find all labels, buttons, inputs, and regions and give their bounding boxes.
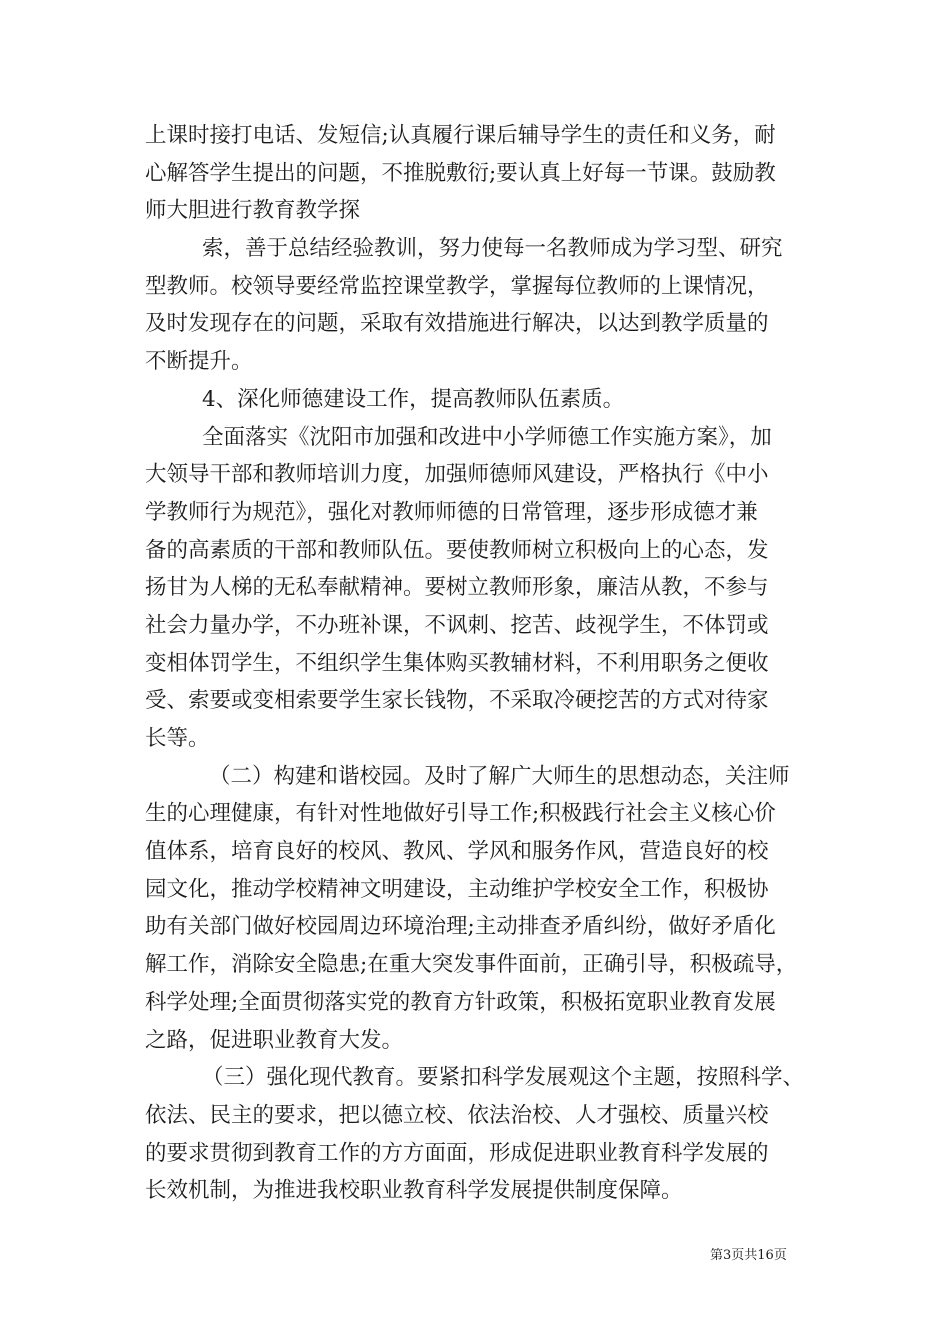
text-line: 大领导干部和教师培训力度，加强师德师风建设，严格执行《中小 — [145, 462, 769, 488]
text-line: 社会力量办学，不办班补课，不讽刺、挖苦、歧视学生，不体罚或 — [145, 612, 769, 638]
text-line: 上课时接打电话、发短信;认真履行课后辅导学生的责任和义务，耐 — [145, 123, 776, 148]
text-line: 值体系，培育良好的校风、教风、学风和服务作风，营造良好的校 — [145, 839, 769, 865]
section-heading: （三）强化现代教育。要紧扣科学发展观这个主题，按照科学、 — [202, 1065, 805, 1091]
text-line: 扬甘为人梯的无私奉献精神。要树立教师形象，廉洁从教，不参与 — [145, 575, 769, 601]
section-heading: 4、深化师德建设工作，提高教师队伍素质。 — [202, 386, 625, 412]
text-line: 园文化，推动学校精神文明建设，主动维护学校安全工作，积极协 — [145, 876, 769, 902]
text-line: 变相体罚学生，不组织学生集体购买教辅材料，不利用职务之便收 — [145, 650, 769, 676]
page-number: 第3页共16页 — [710, 1248, 787, 1263]
text-line: 全面落实《沈阳市加强和改进中小学师德工作实施方案》，加 — [202, 424, 772, 450]
text-line: 备的高素质的干部和教师队伍。要使教师树立积极向上的心态，发 — [145, 537, 769, 563]
section-heading: （二）构建和谐校园。及时了解广大师生的思想动态，关注师 — [209, 763, 790, 789]
text-line: 科学处理;全面贯彻落实党的教育方针政策，积极拓宽职业教育发展 — [145, 989, 776, 1015]
text-line: 长等。 — [145, 726, 210, 751]
text-line: 解工作，消除安全隐患;在重大突发事件面前，正确引导，积极疏导， — [145, 952, 798, 978]
text-line: 及时发现存在的问题，采取有效措施进行解决，以达到教学质量的 — [145, 311, 769, 337]
text-line: 型教师。校领导要经常监控课堂教学，掌握每位教师的上课情况， — [145, 273, 769, 299]
text-line: 索，善于总结经验教训，努力使每一名教师成为学习型、研究 — [202, 236, 783, 262]
text-line: 师大胆进行教育教学探 — [145, 198, 361, 224]
text-line: 助有关部门做好校园周边环境治理;主动排查矛盾纠纷，做好矛盾化 — [145, 914, 776, 940]
document-body — [145, 117, 810, 1210]
text-line: 依法、民主的要求，把以德立校、依法治校、人才强校、质量兴校 — [145, 1102, 769, 1128]
text-line: 长效机制，为推进我校职业教育科学发展提供制度保障。 — [145, 1178, 683, 1204]
text-line: 不断提升。 — [145, 349, 253, 375]
text-line: 心解答学生提出的问题，不推脱敷衍;要认真上好每一节课。鼓励教 — [145, 160, 776, 186]
text-line: 受、索要或变相索要学生家长钱物，不采取冷硬挖苦的方式对待家 — [145, 688, 769, 714]
text-line: 学教师行为规范》，强化对教师师德的日常管理，逐步形成德才兼 — [145, 499, 758, 525]
text-line: 生的心理健康，有针对性地做好引导工作;积极践行社会主义核心价 — [145, 801, 776, 827]
text-line: 的要求贯彻到教育工作的方方面面，形成促进职业教育科学发展的 — [145, 1140, 769, 1166]
text-line: 之路，促进职业教育大发。 — [145, 1027, 404, 1053]
